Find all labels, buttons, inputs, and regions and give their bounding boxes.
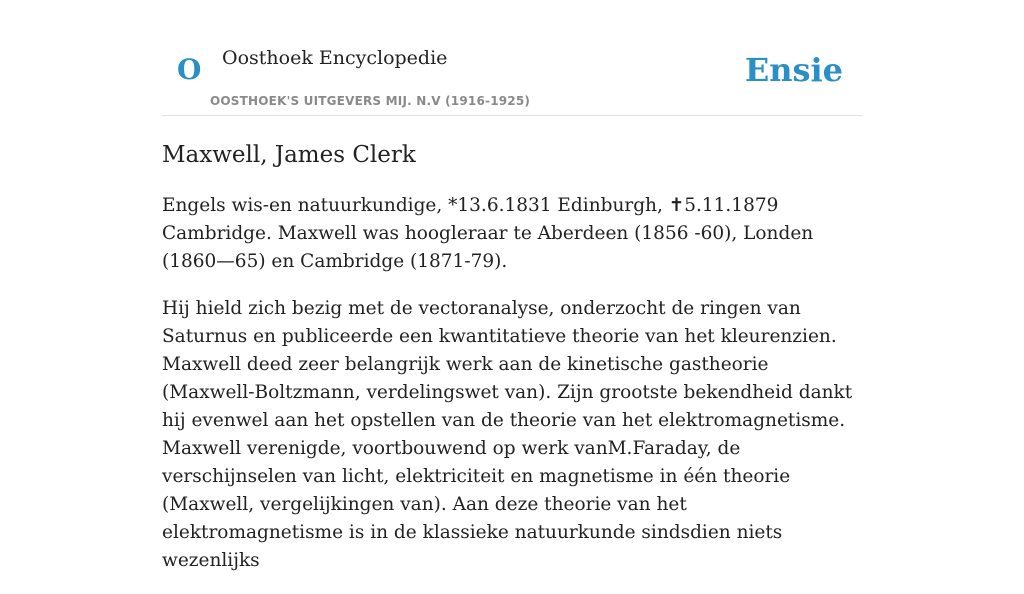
page [162, 0, 862, 571]
source-header [162, 0, 862, 116]
article-paragraph: Hij hield zich bezig met de vectoranalyse, onderzocht de ringen van Saturnus en publiceerde een kwantitatieve theorie van het kleurenzien. Maxwell deed zeer belangrijk werk aan de kinetische gastheorie (Maxwell-Boltzmann, verdelingswet van). Zijn grootste bekendheid dankt hij evenwel aan het opstellen van de theorie van het elektromagnetisme. Maxwell verenigde, voortbouwend op werk vanM.Faraday, de verschijnselen van licht, elektriciteit en magnetisme in één theorie (Maxwell, vergelijkingen van). Aan deze theorie van het elektromagnetisme is in de klassieke natuurkunde sindsdien niets wezenlijks [162, 298, 853, 571]
article-paragraph: Engels wis-en natuurkundige, *13.6.1831 Edinburgh, ✝5.11.1879 Cambridge. Maxwell was hoogleraar te Aberdeen (1856 -60), Londen (1860—65) en Cambridge (1871-79). [162, 195, 814, 272]
source-logo[interactable]: O [177, 53, 202, 86]
article-title: Maxwell, James Clerk [162, 142, 416, 168]
article-body [162, 192, 862, 594]
source-subtitle: OOSTHOEK'S UITGEVERS MIJ. N.V (1916-1925) [210, 94, 531, 108]
brand-logo-link[interactable]: Ensie [744, 51, 843, 89]
source-title[interactable]: Oosthoek Encyclopedie [222, 47, 448, 69]
